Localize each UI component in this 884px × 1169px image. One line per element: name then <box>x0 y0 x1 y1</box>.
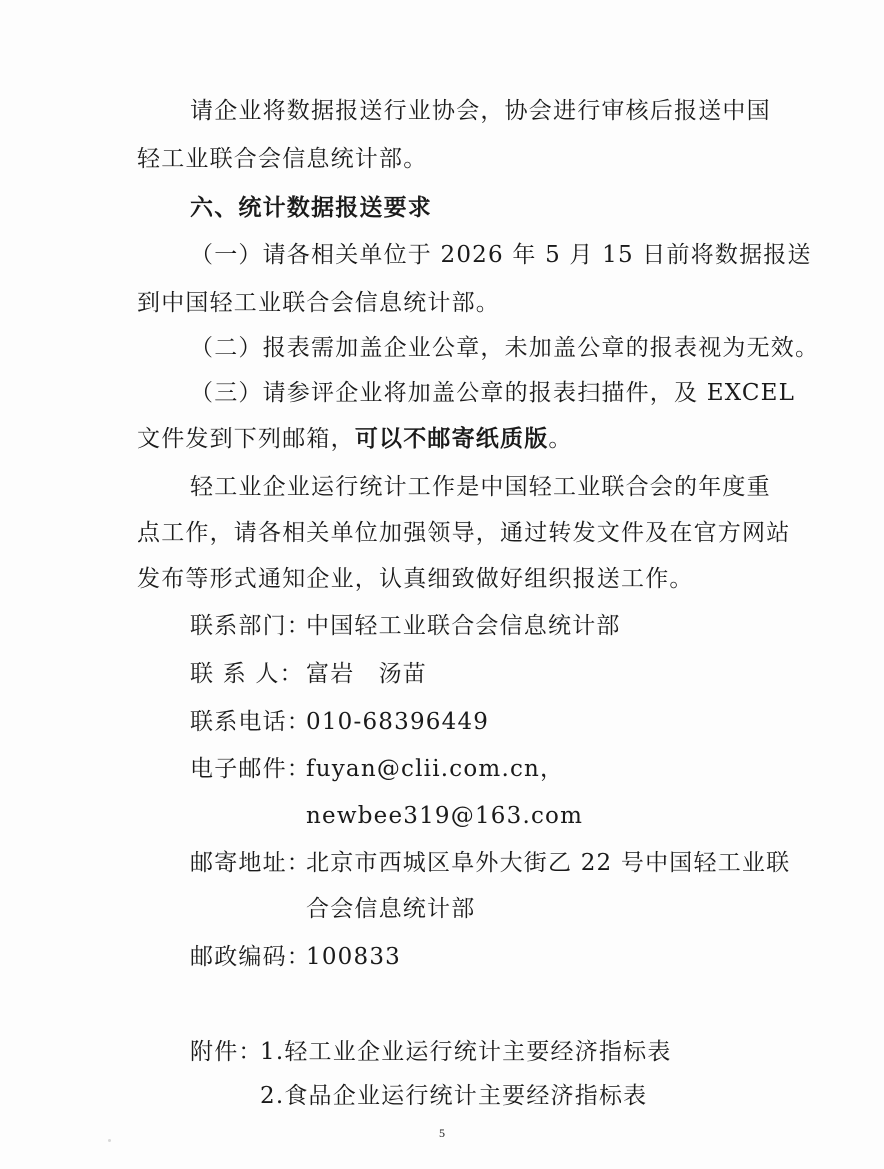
paragraph-line: （三）请参评企业将加盖公章的报表扫描件，及 EXCEL <box>190 380 796 406</box>
contact-person-label: 联 系 人： <box>190 661 304 687</box>
page-number: 5 <box>439 1126 445 1140</box>
contact-email-label: 电子邮件： <box>190 756 311 782</box>
paragraph-line: 到中国轻工业联合会信息统计部。 <box>137 290 500 316</box>
contact-email-value: newbee319@163.com <box>306 803 584 829</box>
contact-dept-label: 联系部门： <box>190 613 311 639</box>
attachments-label: 附件： <box>190 1039 263 1065</box>
contact-address-value: 北京市西城区阜外大街乙 22 号中国轻工业联 <box>306 850 791 876</box>
paragraph-text: 文件发到下列邮箱， <box>137 426 355 452</box>
paragraph-line: 轻工业企业运行统计工作是中国轻工业联合会的年度重 <box>190 474 771 500</box>
paragraph-line: 轻工业联合会信息统计部。 <box>137 146 428 172</box>
emphasis-text: 可以不邮寄纸质版 <box>354 425 549 452</box>
section-heading: 六、统计数据报送要求 <box>190 194 432 221</box>
paragraph-line: 发布等形式通知企业，认真细致做好组织报送工作。 <box>137 566 694 592</box>
attachment-item: 1.轻工业企业运行统计主要经济指标表 <box>260 1039 672 1065</box>
contact-dept-value: 中国轻工业联合会信息统计部 <box>306 613 621 639</box>
paragraph-line: （一）请各相关单位于 2026 年 5 月 15 日前将数据报送 <box>190 242 812 268</box>
contact-address-value: 合会信息统计部 <box>306 896 476 922</box>
contact-address-label: 邮寄地址： <box>190 850 311 876</box>
paragraph-line: （二）报表需加盖企业公章，未加盖公章的报表视为无效。 <box>190 335 820 361</box>
paragraph-text: 。 <box>548 426 573 452</box>
contact-postcode-label: 邮政编码： <box>190 944 311 970</box>
contact-person-value: 富岩 汤苗 <box>306 661 427 687</box>
paragraph-line: 请企业将数据报送行业协会，协会进行审核后报送中国 <box>190 98 771 124</box>
paragraph-line <box>137 424 573 454</box>
contact-postcode-value: 100833 <box>306 944 401 970</box>
scan-speck <box>108 1139 111 1142</box>
paragraph-line: 点工作，请各相关单位加强领导，通过转发文件及在官方网站 <box>137 520 791 546</box>
contact-email-value: fuyan@clii.com.cn， <box>306 756 565 782</box>
contact-phone-value: 010-68396449 <box>306 709 490 735</box>
attachment-item: 2.食品企业运行统计主要经济指标表 <box>260 1083 648 1109</box>
contact-phone-label: 联系电话： <box>190 709 311 735</box>
